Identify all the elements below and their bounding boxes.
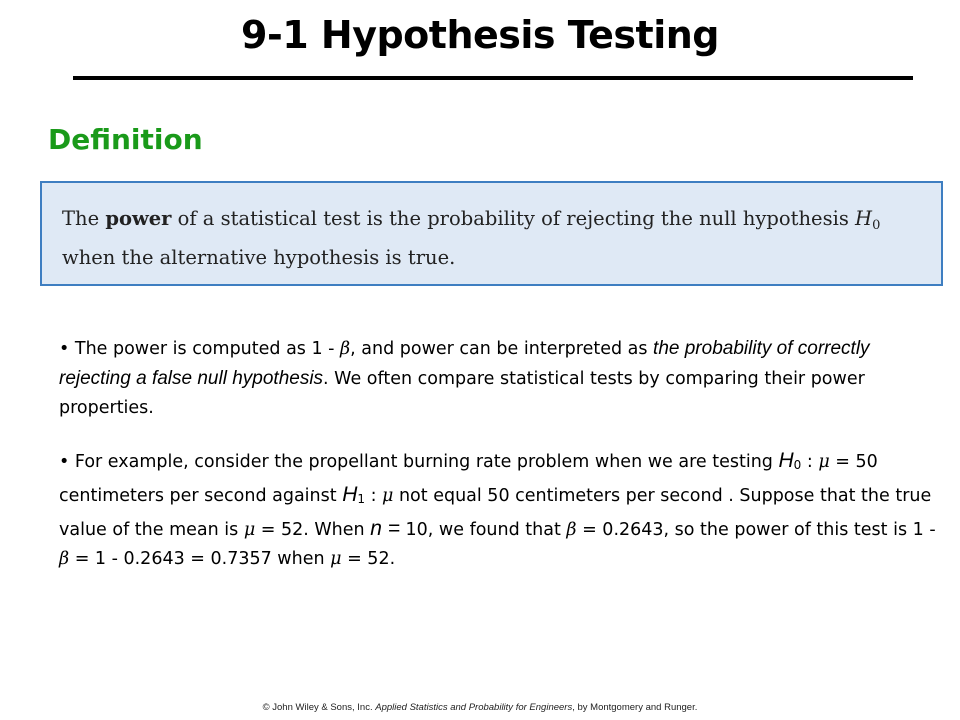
null-hypothesis-subscript: 0 [872, 218, 881, 233]
text-run: • The power is computed as 1 - [59, 339, 341, 359]
text-run: = 1 - 0.2643 = 0.7357 when [69, 549, 331, 569]
definition-bold-term: power [105, 207, 172, 230]
mu-symbol: μ [818, 452, 830, 472]
h0-subscript: 0 [793, 458, 802, 472]
text-run: : [801, 452, 819, 472]
title-underline [73, 76, 913, 80]
h1-subscript: 1 [357, 492, 365, 506]
text-run: = 50 centimeters per second against [59, 452, 878, 506]
mu-symbol: μ [330, 549, 342, 569]
text-run: : [365, 486, 383, 506]
text-run: , and power can be interpreted as [350, 339, 654, 359]
h1-symbol: H [342, 483, 358, 506]
bullet-example [59, 446, 944, 574]
section-heading: Definition [48, 123, 203, 156]
definition-text-part: of a statistical test is the probability of rejecting the null hypothesis [171, 207, 856, 230]
text-run: = 52. [341, 549, 396, 569]
definition-text-part: when the alternative hypothesis is true. [62, 246, 456, 269]
mu-symbol: μ [243, 520, 256, 540]
footer-book-title: Applied Statistics and Probability for Engineers [375, 702, 573, 713]
text-run: • For example, consider the propellant burning rate problem when we are testing [59, 452, 779, 472]
text-run: = 0.2643, so the power of this test is 1 - [576, 520, 936, 540]
definition-box [40, 181, 943, 286]
power-interpretation-phrase: the probability of correctly rejecting a false null hypothesis [59, 338, 870, 389]
null-hypothesis-symbol: H [855, 207, 873, 230]
definition-text-part: The [62, 207, 106, 230]
text-run: not equal 50 centimeters per second . Suppose that the true value of the mean is [59, 486, 932, 540]
footer-suffix: , by Montgomery and Runger. [572, 702, 698, 713]
beta-symbol: β [566, 520, 577, 540]
h0-symbol: H [778, 449, 794, 472]
body-text [59, 334, 944, 574]
beta-symbol: β [59, 549, 70, 569]
n-symbol: n = [370, 517, 400, 540]
bullet-power-computation [59, 334, 944, 423]
text-run: = 52. When [255, 520, 371, 540]
text-run: . We often compare statistical tests by comparing their power properties. [59, 369, 865, 418]
definition-text [62, 203, 922, 274]
copyright-footer [0, 702, 960, 714]
mu-symbol: μ [382, 486, 394, 506]
text-run: 10, we found that [399, 520, 567, 540]
beta-symbol: β [340, 339, 351, 359]
slide-title: 9-1 Hypothesis Testing [241, 13, 719, 57]
footer-prefix: © John Wiley & Sons, Inc. [262, 702, 376, 713]
